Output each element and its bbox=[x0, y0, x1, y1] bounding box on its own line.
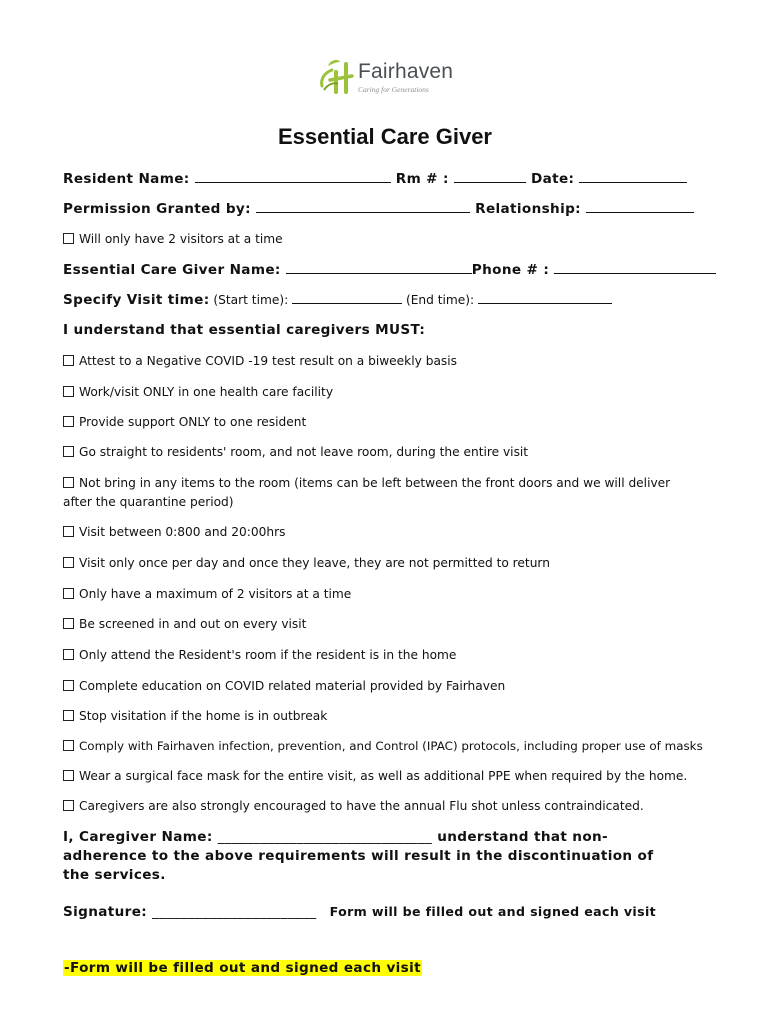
requirement-text: Wear a surgical face mask for the entire visit, as well as additional PPE when required by the home. bbox=[79, 769, 688, 783]
room-number-field[interactable] bbox=[454, 170, 526, 183]
caregiver-row bbox=[63, 261, 716, 278]
requirement-checkbox[interactable] bbox=[63, 526, 74, 537]
list-item bbox=[63, 708, 327, 724]
resident-row bbox=[63, 170, 687, 187]
ack-suffix: understand that non-adherence to the above requirements will result in the discontinuation of the services. bbox=[63, 829, 654, 883]
logo-tagline: Caring for Generations bbox=[358, 85, 429, 94]
requirement-checkbox[interactable] bbox=[63, 416, 74, 427]
requirement-text: Comply with Fairhaven infection, prevention, and Control (IPAC) protocols, including proper use of masks bbox=[79, 739, 703, 753]
page-title: Essential Care Giver bbox=[277, 124, 492, 149]
list-item bbox=[63, 353, 457, 369]
signature-note: Form will be filled out and signed each visit bbox=[329, 904, 656, 919]
requirement-checkbox[interactable] bbox=[63, 355, 74, 366]
requirement-checkbox[interactable] bbox=[63, 770, 74, 781]
requirement-text: Work/visit ONLY in one health care facility bbox=[79, 385, 334, 399]
requirement-text: Stop visitation if the home is in outbreak bbox=[79, 709, 328, 723]
list-item bbox=[63, 586, 351, 602]
requirement-text: Complete education on COVID related material provided by Fairhaven bbox=[79, 679, 506, 693]
requirement-checkbox[interactable] bbox=[63, 680, 74, 691]
signature-label: Signature: bbox=[63, 904, 148, 920]
ack-prefix: I, Caregiver Name: bbox=[63, 829, 213, 845]
list-item bbox=[63, 555, 550, 571]
list-item bbox=[63, 738, 703, 754]
footer-note: -Form will be filled out and signed each visit bbox=[64, 960, 421, 976]
permission-row bbox=[63, 200, 694, 217]
phone-field[interactable] bbox=[554, 261, 716, 274]
list-item bbox=[63, 616, 306, 632]
list-item bbox=[63, 524, 285, 540]
resident-name-field[interactable] bbox=[195, 170, 391, 183]
logo-name: Fairhaven bbox=[358, 60, 454, 83]
requirement-checkbox[interactable] bbox=[63, 386, 74, 397]
requirement-text: Only attend the Resident's room if the resident is in the home bbox=[79, 648, 457, 662]
resident-name-label: Resident Name: bbox=[63, 171, 190, 187]
caregiver-name-field[interactable] bbox=[286, 261, 472, 274]
permission-field[interactable] bbox=[256, 200, 470, 213]
requirement-text: Only have a maximum of 2 visitors at a time bbox=[79, 587, 352, 601]
requirement-checkbox[interactable] bbox=[63, 618, 74, 629]
list-item bbox=[63, 768, 687, 784]
requirement-checkbox[interactable] bbox=[63, 477, 74, 488]
requirement-text: Attest to a Negative COVID -19 test result on a biweekly basis bbox=[79, 354, 457, 368]
requirement-checkbox[interactable] bbox=[63, 446, 74, 457]
phone-label: Phone # : bbox=[471, 262, 550, 278]
relationship-label: Relationship: bbox=[475, 201, 581, 217]
requirement-text: Be screened in and out on every visit bbox=[79, 617, 307, 631]
visitors-option-label: Will only have 2 visitors at a time bbox=[79, 232, 283, 246]
requirement-text: Not bring in any items to the room (items can be left between the front doors and we will deliver after the quarantine period) bbox=[63, 476, 671, 509]
list-item bbox=[63, 444, 528, 460]
relationship-field[interactable] bbox=[586, 200, 694, 213]
requirement-checkbox[interactable] bbox=[63, 800, 74, 811]
permission-label: Permission Granted by: bbox=[63, 201, 251, 217]
requirement-checkbox[interactable] bbox=[63, 557, 74, 568]
requirement-checkbox[interactable] bbox=[63, 710, 74, 721]
requirement-checkbox[interactable] bbox=[63, 649, 74, 660]
start-time-field[interactable] bbox=[292, 291, 402, 304]
fairhaven-logo bbox=[316, 56, 456, 98]
end-time-label: (End time): bbox=[405, 293, 475, 307]
date-label: Date: bbox=[530, 171, 575, 187]
requirement-checkbox[interactable] bbox=[63, 588, 74, 599]
date-field[interactable] bbox=[579, 170, 687, 183]
leaf-letter-icon bbox=[316, 56, 356, 96]
list-item bbox=[63, 798, 644, 814]
room-number-label: Rm # : bbox=[395, 171, 449, 187]
visitors-option bbox=[63, 231, 283, 247]
requirement-text: Provide support ONLY to one resident bbox=[79, 415, 307, 429]
requirement-text: Visit only once per day and once they leave, they are not permitted to return bbox=[79, 556, 550, 570]
requirement-text: Go straight to residents' room, and not leave room, during the entire visit bbox=[79, 445, 529, 459]
end-time-field[interactable] bbox=[478, 291, 612, 304]
ack-name-field[interactable]: ______________________________ bbox=[217, 829, 433, 845]
visit-time-row bbox=[63, 291, 612, 308]
visitors-checkbox[interactable] bbox=[63, 233, 74, 244]
requirement-text: Visit between 0:800 and 20:00hrs bbox=[79, 525, 286, 539]
list-item bbox=[63, 384, 333, 400]
list-item bbox=[63, 474, 683, 512]
acknowledgement bbox=[63, 828, 663, 885]
signature-row bbox=[63, 904, 656, 920]
list-item bbox=[63, 647, 456, 663]
list-item bbox=[63, 678, 505, 694]
requirement-text: Caregivers are also strongly encouraged to have the annual Flu shot unless contraindicated. bbox=[79, 799, 644, 813]
visit-time-label: Specify Visit time: bbox=[63, 292, 210, 308]
requirements-heading: I understand that essential caregivers MUST: bbox=[63, 322, 426, 338]
list-item bbox=[63, 414, 306, 430]
start-time-label: (Start time): bbox=[213, 293, 289, 307]
requirement-checkbox[interactable] bbox=[63, 740, 74, 751]
signature-field[interactable]: _______________________ bbox=[152, 904, 317, 920]
footer-note-row bbox=[63, 960, 422, 976]
caregiver-name-label: Essential Care Giver Name: bbox=[63, 262, 281, 278]
